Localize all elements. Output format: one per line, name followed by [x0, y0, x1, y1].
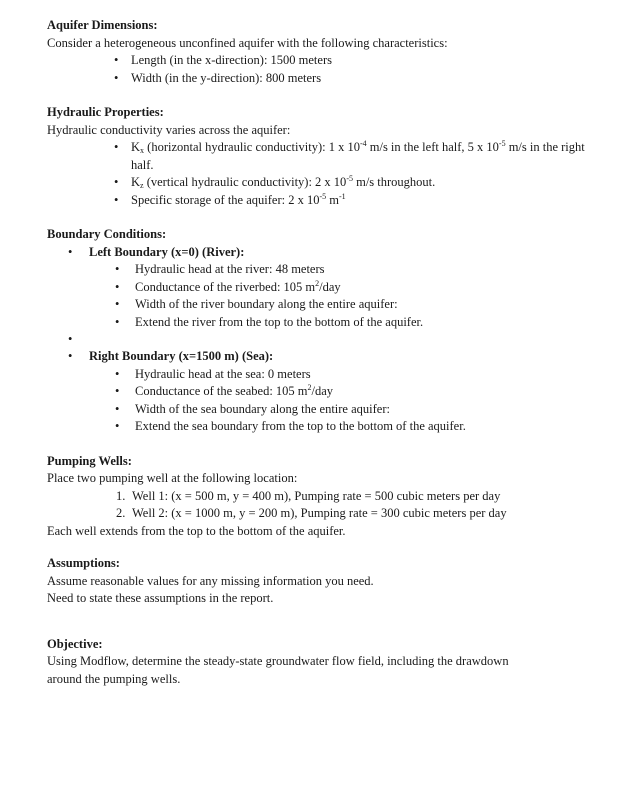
- wells-intro: Place two pumping well at the following location:: [47, 471, 298, 485]
- aquifer-list: [47, 52, 607, 87]
- left-boundary-list: [47, 261, 607, 331]
- right-boundary-list: [47, 366, 607, 436]
- wells-list: [47, 488, 607, 523]
- assumptions-section: [47, 555, 607, 608]
- left-boundary: [47, 244, 607, 332]
- boundary-spacer: [47, 331, 607, 348]
- document-page: [47, 17, 607, 688]
- hydraulic-list: [47, 139, 607, 209]
- sea-head: • Hydraulic head at the sea: 0 meters: [47, 366, 607, 384]
- boundary-section: [47, 226, 607, 436]
- kz-item: • $K_z$ (vertical hydraulic conductivity): 2 x $10^{-5}$ m/s throughout.: [47, 174, 607, 192]
- hydraulic-heading: Hydraulic Properties:: [47, 105, 164, 119]
- river-head: • Hydraulic head at the river: 48 meters: [47, 261, 607, 279]
- aquifer-heading: Aquifer Dimensions:: [47, 18, 158, 32]
- seabed-conductance: • Conductance of the seabed: 105 $m^2$/day: [47, 383, 607, 401]
- kx-item: • $K_x$ (horizontal hydraulic conductivity): 1 x $10^{-4}$ m/s in the left half, 5 x $10^{-5}$ m/s in the right half.: [47, 139, 607, 174]
- objective-line-1: Using Modflow, determine the steady-state groundwater flow field, including the drawdown: [47, 654, 509, 668]
- objective-heading: Objective:: [47, 636, 103, 651]
- well-2: 2. Well 2: (x = 1000 m, y = 200 m), Pumping rate = 300 cubic meters per day: [116, 506, 507, 520]
- boundary-list: [47, 244, 607, 436]
- wells-outro: Each well extends from the top to the bottom of the aquifer.: [47, 523, 346, 538]
- assumptions-heading: Assumptions:: [47, 556, 120, 570]
- left-boundary-title: • Left Boundary (x=0) (River):: [89, 244, 245, 259]
- right-boundary: [47, 348, 607, 436]
- assumptions-line-1: Assume reasonable values for any missing information you need.: [47, 573, 374, 588]
- aquifer-width: • Width (in the y-direction): 800 meters: [47, 70, 607, 88]
- hydraulic-section: [47, 104, 607, 209]
- assumptions-line-2: Need to state these assumptions in the report.: [47, 591, 274, 605]
- wells-heading: Pumping Wells:: [47, 453, 132, 468]
- specific-storage-item: • Specific storage of the aquifer: 2 x $10^{-5}$ $m^{-1}$: [47, 192, 607, 210]
- boundary-heading: Boundary Conditions:: [47, 227, 167, 241]
- well-1: 1. Well 1: (x = 500 m, y = 400 m), Pumping rate = 500 cubic meters per day: [116, 488, 501, 503]
- objective-section: [47, 636, 607, 689]
- sea-extent: • Extend the sea boundary from the top to the bottom of the aquifer.: [47, 418, 607, 436]
- river-width: • Width of the river boundary along the entire aquifer:: [47, 296, 607, 314]
- aquifer-length: • Length (in the x-direction): 1500 meters: [47, 52, 607, 70]
- aquifer-section: [47, 17, 607, 87]
- hydraulic-intro: Hydraulic conductivity varies across the aquifer:: [47, 122, 291, 137]
- objective-line-2: around the pumping wells.: [47, 671, 181, 686]
- right-boundary-title: • Right Boundary (x=1500 m) (Sea):: [89, 349, 274, 363]
- wells-section: [47, 453, 607, 541]
- aquifer-intro: Consider a heterogeneous unconfined aquifer with the following characteristics:: [47, 35, 448, 50]
- river-extent: • Extend the river from the top to the bottom of the aquifer.: [47, 314, 607, 332]
- sea-width: • Width of the sea boundary along the entire aquifer:: [47, 401, 607, 419]
- riverbed-conductance: • Conductance of the riverbed: 105 $m^2$/day: [47, 279, 607, 297]
